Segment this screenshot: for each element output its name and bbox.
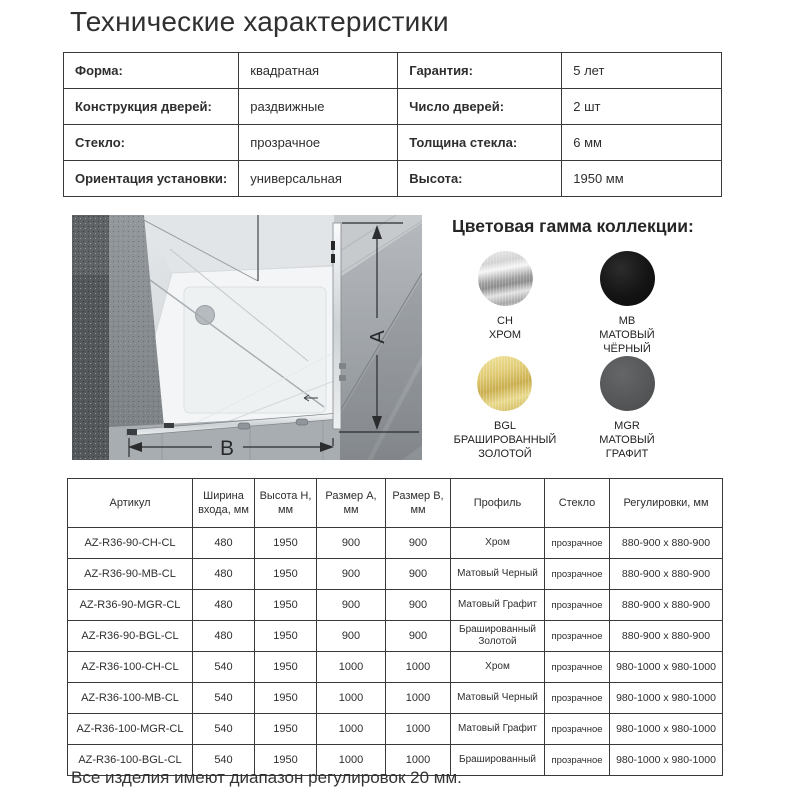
spec-value: 2 шт <box>562 89 722 125</box>
product-cell: AZ-R36-90-BGL-CL <box>68 621 193 652</box>
color-name-line: МАТОВЫЙ <box>599 434 655 446</box>
product-cell: Матовый Графит <box>451 590 545 621</box>
products-table-body <box>68 528 723 776</box>
product-cell: AZ-R36-100-CH-CL <box>68 652 193 683</box>
color-option-ch <box>478 251 533 356</box>
product-cell: 900 <box>317 559 386 590</box>
products-header-row <box>68 479 723 528</box>
product-cell: 880-900 x 880-900 <box>610 528 723 559</box>
spec-value: раздвижные <box>239 89 398 125</box>
product-cell: 1000 <box>386 683 451 714</box>
spec-value: 5 лет <box>562 53 722 89</box>
product-cell: AZ-R36-90-CH-CL <box>68 528 193 559</box>
colors-section <box>444 216 712 461</box>
page-title: Технические характеристики <box>70 6 449 37</box>
color-code: MGR <box>614 420 640 432</box>
color-swatch-brushed-gold-icon <box>477 356 532 411</box>
roller-icon <box>238 423 250 429</box>
color-code: CH <box>497 315 513 327</box>
product-row <box>68 652 723 683</box>
product-cell: 900 <box>386 528 451 559</box>
product-cell: прозрачное <box>545 714 610 745</box>
dimension-a-label: A <box>367 330 389 344</box>
product-cell: 900 <box>317 528 386 559</box>
product-cell: 1000 <box>386 714 451 745</box>
footnote: Все изделия имеют диапазон регулировок 20 мм. <box>71 768 462 787</box>
spec-value: 6 мм <box>562 125 722 161</box>
color-code: MB <box>618 315 636 327</box>
product-cell: 540 <box>193 652 255 683</box>
product-cell: Матовый Черный <box>451 559 545 590</box>
col-header-glass: Стекло <box>545 479 610 528</box>
spec-row <box>64 125 722 161</box>
product-cell: 1000 <box>317 745 386 776</box>
product-cell: прозрачное <box>545 652 610 683</box>
product-cell: AZ-R36-100-MB-CL <box>68 683 193 714</box>
product-cell: прозрачное <box>545 621 610 652</box>
spec-value: универсальная <box>239 161 398 197</box>
col-header-adjustments: Регулировки, мм <box>610 479 723 528</box>
product-cell: 1950 <box>255 528 317 559</box>
color-name-line: ЧЁРНЫЙ <box>603 343 651 355</box>
color-name-line: МАТОВЫЙ <box>599 329 655 341</box>
product-cell: 480 <box>193 528 255 559</box>
colors-grid <box>444 251 712 461</box>
color-name-line: ЗОЛОТОЙ <box>478 448 532 460</box>
product-cell: AZ-R36-100-MGR-CL <box>68 714 193 745</box>
product-cell: 1000 <box>386 745 451 776</box>
product-cell: 1000 <box>317 714 386 745</box>
col-header-size-a: Размер A, мм <box>317 479 386 528</box>
product-top-view-image <box>72 215 422 460</box>
products-table <box>67 478 723 776</box>
color-swatch-matte-graphite-icon <box>600 356 655 411</box>
color-name-line: ХРОМ <box>488 329 522 341</box>
product-cell: 1000 <box>317 652 386 683</box>
product-row <box>68 590 723 621</box>
roller-icon <box>296 419 308 425</box>
product-cell: 980-1000 x 980-1000 <box>610 683 723 714</box>
product-cell: 900 <box>386 621 451 652</box>
col-header-size-b: Размер B, мм <box>386 479 451 528</box>
product-cell: 480 <box>193 559 255 590</box>
color-option-bgl <box>454 356 557 461</box>
product-row <box>68 683 723 714</box>
color-name-line: ГРАФИТ <box>605 448 649 460</box>
spec-label: Высота: <box>398 161 562 197</box>
spec-value: 1950 мм <box>562 161 722 197</box>
spec-label: Стекло: <box>64 125 239 161</box>
spec-label: Гарантия: <box>398 53 562 89</box>
spec-label: Толщина стекла: <box>398 125 562 161</box>
product-cell: Хром <box>451 528 545 559</box>
glass-top <box>140 215 334 273</box>
color-option-mb <box>599 251 654 356</box>
product-cell: 480 <box>193 590 255 621</box>
product-cell: 980-1000 x 980-1000 <box>610 745 723 776</box>
product-cell: 540 <box>193 745 255 776</box>
product-cell: 1950 <box>255 683 317 714</box>
product-cell: 880-900 x 880-900 <box>610 621 723 652</box>
product-cell: прозрачное <box>545 528 610 559</box>
product-cell: Матовый Черный <box>451 683 545 714</box>
product-cell: 540 <box>193 714 255 745</box>
spec-value: прозрачное <box>239 125 398 161</box>
product-cell: Брашированный Золотой <box>451 621 545 652</box>
product-cell: AZ-R36-100-BGL-CL <box>68 745 193 776</box>
color-code: BGL <box>493 420 516 432</box>
product-cell: Брашированный <box>451 745 545 776</box>
product-cell: 900 <box>386 559 451 590</box>
product-cell: прозрачное <box>545 559 610 590</box>
spec-row <box>64 89 722 125</box>
product-cell: 980-1000 x 980-1000 <box>610 714 723 745</box>
product-cell: Хром <box>451 652 545 683</box>
product-cell: 880-900 x 880-900 <box>610 559 723 590</box>
colors-section-title: Цветовая гамма коллекции: <box>452 216 694 236</box>
spec-row <box>64 161 722 197</box>
product-cell: 1950 <box>255 621 317 652</box>
spec-label: Форма: <box>64 53 239 89</box>
product-cell: AZ-R36-90-MB-CL <box>68 559 193 590</box>
col-header-entry-width: Ширина входа, мм <box>193 479 255 528</box>
product-row <box>68 714 723 745</box>
spec-label: Число дверей: <box>398 89 562 125</box>
product-cell: 1950 <box>255 745 317 776</box>
dimension-b-label: B <box>219 437 235 460</box>
product-cell: 480 <box>193 621 255 652</box>
product-cell: AZ-R36-90-MGR-CL <box>68 590 193 621</box>
product-cell: 900 <box>317 590 386 621</box>
product-cell: прозрачное <box>545 745 610 776</box>
product-row <box>68 528 723 559</box>
product-cell: 1000 <box>317 683 386 714</box>
product-cell: 1000 <box>386 652 451 683</box>
color-name-line: БРАШИРОВАННЫЙ <box>453 434 557 446</box>
spec-value: квадратная <box>239 53 398 89</box>
product-cell: прозрачное <box>545 683 610 714</box>
product-cell: прозрачное <box>545 590 610 621</box>
product-cell: 540 <box>193 683 255 714</box>
corner-post <box>333 223 341 429</box>
product-cell: 980-1000 x 980-1000 <box>610 652 723 683</box>
color-option-mgr <box>599 356 654 461</box>
product-cell: Матовый Графит <box>451 714 545 745</box>
product-cell: 900 <box>317 621 386 652</box>
col-header-artikul: Артикул <box>68 479 193 528</box>
col-header-profile: Профиль <box>451 479 545 528</box>
product-cell: 1950 <box>255 559 317 590</box>
product-row <box>68 559 723 590</box>
product-cell: 900 <box>386 590 451 621</box>
product-cell: 1950 <box>255 652 317 683</box>
color-swatch-chrome-icon <box>478 251 533 306</box>
spec-row <box>64 53 722 89</box>
color-swatch-matte-black-icon <box>600 251 655 306</box>
product-row <box>68 621 723 652</box>
spec-table <box>63 52 722 197</box>
product-cell: 1950 <box>255 590 317 621</box>
product-cell: 1950 <box>255 714 317 745</box>
col-header-height: Высота H, мм <box>255 479 317 528</box>
product-cell: 880-900 x 880-900 <box>610 590 723 621</box>
spec-label: Конструкция дверей: <box>64 89 239 125</box>
spec-label: Ориентация установки: <box>64 161 239 197</box>
